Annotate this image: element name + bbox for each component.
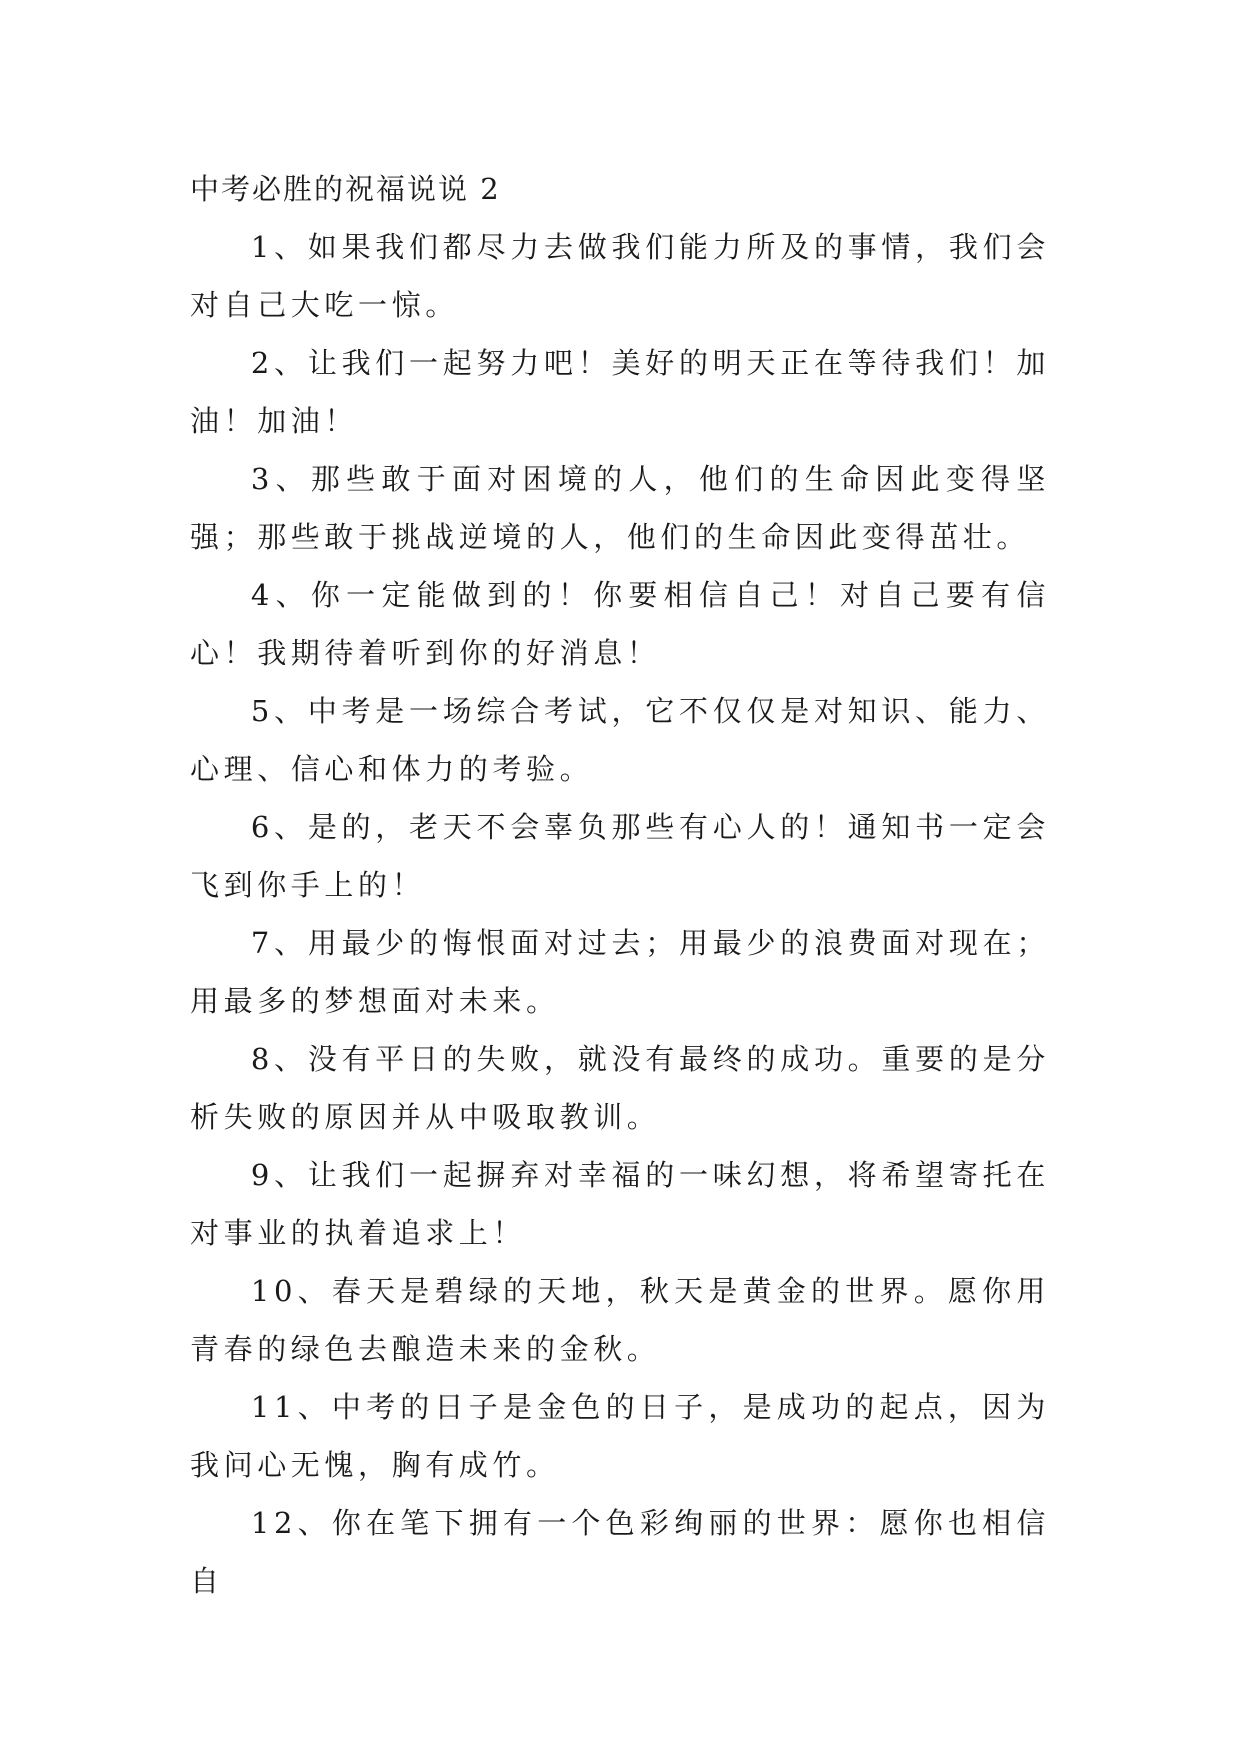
document-body [190,160,1050,1610]
paragraph-5: 5、中考是一场综合考试，它不仅仅是对知识、能力、心理、信心和体力的考验。 [190,694,1050,786]
paragraph-8: 8、没有平日的失败，就没有最终的成功。重要的是分析失败的原因并从中吸取教训。 [190,1042,1050,1134]
paragraph-1: 1、如果我们都尽力去做我们能力所及的事情，我们会对自己大吃一惊。 [190,230,1050,322]
document-title: 中考必胜的祝福说说 2 [190,172,501,206]
paragraph-10: 10、春天是碧绿的天地，秋天是黄金的世界。愿你用青春的绿色去酿造未来的金秋。 [190,1274,1050,1366]
paragraph-9: 9、让我们一起摒弃对幸福的一味幻想，将希望寄托在对事业的执着追求上！ [190,1158,1050,1250]
paragraph-2: 2、让我们一起努力吧！美好的明天正在等待我们！加油！加油！ [190,346,1050,438]
paragraph-3: 3、那些敢于面对困境的人，他们的生命因此变得坚强；那些敢于挑战逆境的人，他们的生命因此变得茁壮。 [190,462,1050,554]
paragraph-11: 11、中考的日子是金色的日子，是成功的起点，因为我问心无愧，胸有成竹。 [190,1390,1050,1482]
paragraph-6: 6、是的，老天不会辜负那些有心人的！通知书一定会飞到你手上的！ [190,810,1050,902]
paragraph-4: 4、你一定能做到的！你要相信自己！对自己要有信心！我期待着听到你的好消息！ [190,578,1050,670]
paragraph-12: 12、你在笔下拥有一个色彩绚丽的世界：愿你也相信自 [190,1506,1050,1598]
paragraph-7: 7、用最少的悔恨面对过去；用最少的浪费面对现在；用最多的梦想面对未来。 [190,926,1050,1018]
